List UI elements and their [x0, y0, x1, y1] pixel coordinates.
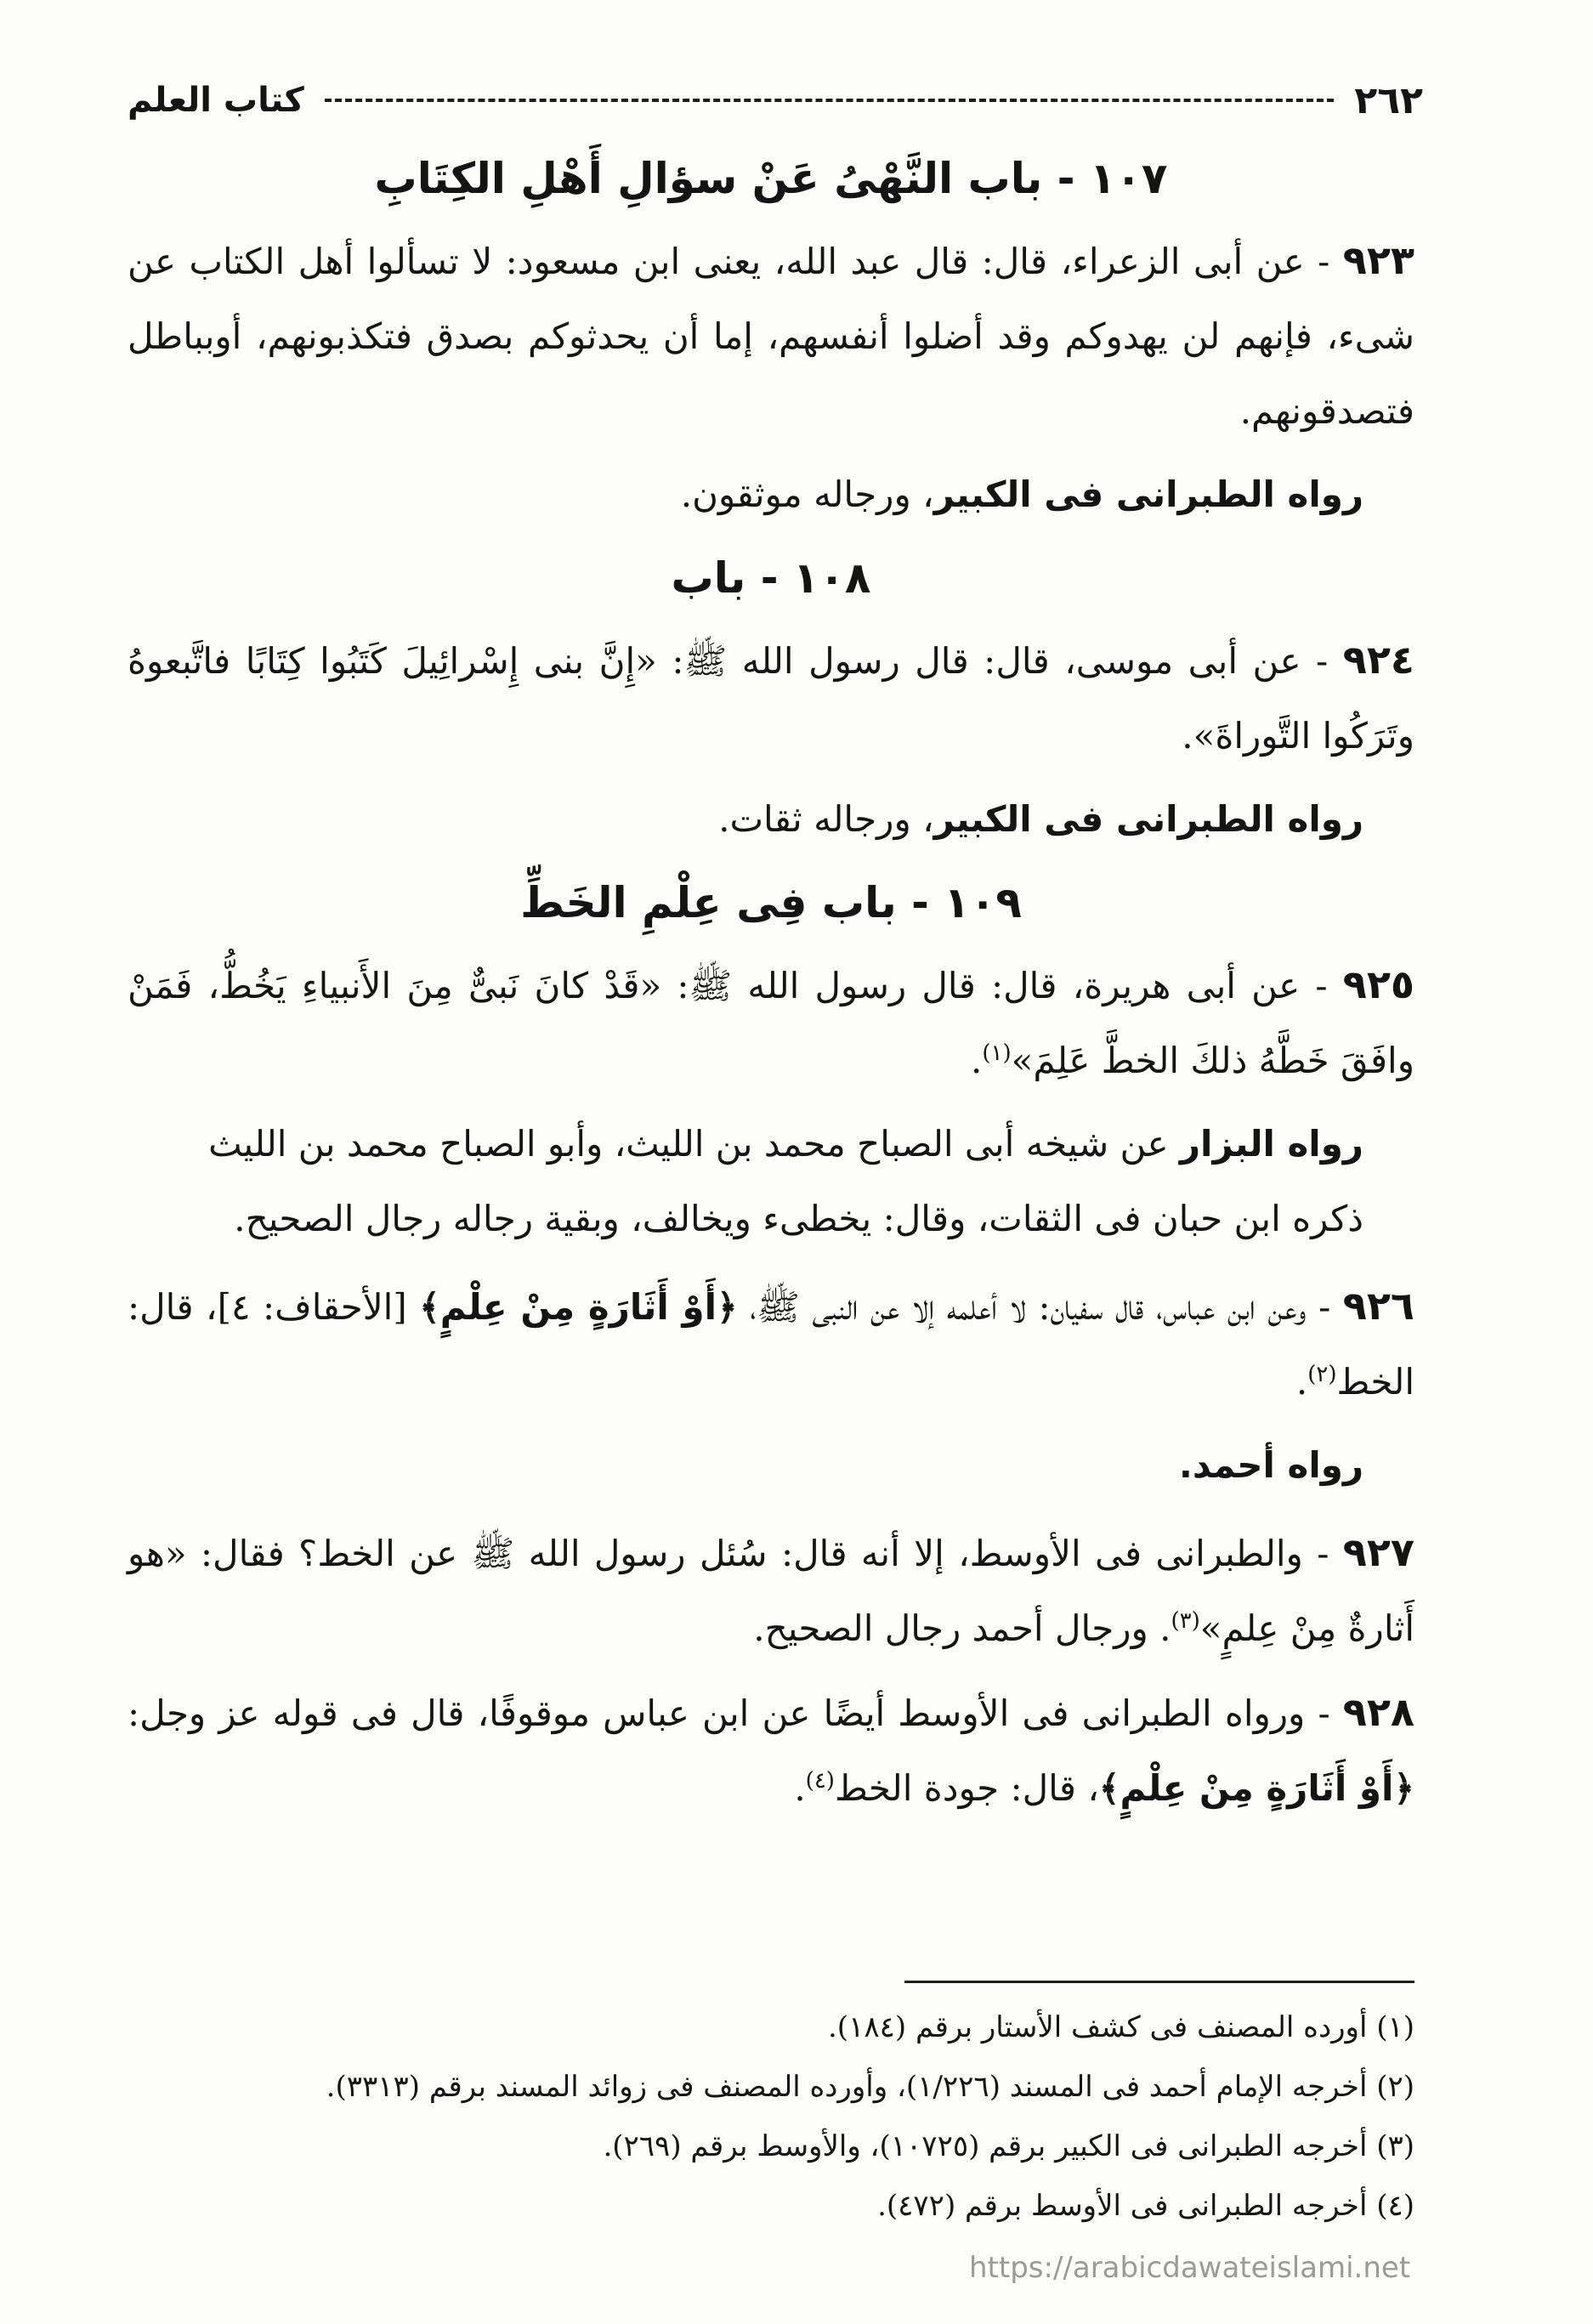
hadith-number: ٩٢٤: [1342, 637, 1414, 683]
narration-grade: ، ورجاله ثقات.: [718, 798, 934, 840]
hadith-number: ٩٢٣: [1342, 237, 1414, 283]
hadith-926: [128, 1268, 1414, 1420]
watermark-url: https://arabicdawateislami.net: [969, 2251, 1411, 2285]
main-content: [128, 145, 1414, 1834]
quran-reference: ، قال: جودة الخط: [834, 1767, 1099, 1809]
hadith-928: [128, 1675, 1414, 1826]
narration-note-924: [128, 782, 1363, 857]
narration-source: رواه الطبرانى فى الكبير: [933, 473, 1363, 515]
narration-note-923: [128, 457, 1363, 532]
hadith-number: ٩٢٧: [1342, 1529, 1414, 1575]
footnotes: [153, 1998, 1414, 2236]
footnote-marker-1[interactable]: (١): [982, 1040, 1012, 1066]
page-number: ٢٦٢: [1354, 78, 1423, 122]
narration-source: رواه أحمد.: [1178, 1444, 1363, 1486]
hadith-text: - عن أبى هريرة، قال: قال رسول الله ﷺ: «قَدْ كانَ نَبىٌّ مِنَ الأَنبياءِ يَخُطُّ، فَمَنْ وافَقَ خَطَّهُ ذلكَ الخطَّ عَلِمَ»: [128, 965, 1414, 1081]
header-dashed-rule: [325, 99, 1335, 102]
footnote-marker-2[interactable]: (٢): [1307, 1362, 1337, 1387]
hadith-end: .: [971, 1040, 983, 1081]
footnote-separator: [904, 1981, 1414, 1983]
hadith-text: - وعن ابن عباس، قال سفيان: لا أعلمه إلا عن النبى ﷺ،: [737, 1286, 1343, 1328]
book-title: كتاب العلم: [128, 81, 304, 120]
running-header: [128, 75, 1423, 126]
quran-quote: ﴿أَوْ أَثَارَةٍ مِنْ عِلْمٍ﴾: [1098, 1767, 1414, 1809]
hadith-text: - عن أبى موسى، قال: قال رسول الله ﷺ: «إِنَّ بنى إِسْرائِيلَ كَتَبُوا كِتَابًا فاتَّبعوهُ وتَرَكُوا التَّوراةَ».: [128, 640, 1414, 757]
hadith-text: - ورواه الطبرانى فى الأوسط أيضًا عن ابن عباس موقوفًا، قال فى قوله عز وجل:: [128, 1692, 1343, 1734]
hadith-text: - والطبرانى فى الأوسط، إلا أنه قال: سُئل رسول الله ﷺ عن الخط؟ فقال: «هو أَثارةٌ مِنْ عِلمٍ»: [128, 1533, 1414, 1649]
hadith-number: ٩٢٥: [1342, 961, 1414, 1007]
narration-source: رواه الطبرانى فى الكبير: [933, 798, 1363, 840]
footnote-1: (١) أورده المصنف فى كشف الأستار برقم (١٨٤).: [828, 2010, 1414, 2044]
chapter-heading-107: ١٠٧ - باب النَّهْىُ عَنْ سؤالِ أَهْلِ الكِتَابِ: [374, 154, 1168, 203]
narration-source: رواه البزار: [1179, 1123, 1363, 1165]
footnote-4: (٤) أخرجه الطبرانى فى الأوسط برقم (٤٧٢).: [877, 2189, 1414, 2223]
chapter-heading-109: ١٠٩ - باب فِى عِلْمِ الخَطِّ: [520, 878, 1022, 927]
footnote-2: (٢) أخرجه الإمام أحمد فى المسند (١/٢٢٦)، وأورده المصنف فى زوائد المسند برقم (٣٣١٣).: [326, 2070, 1414, 2104]
hadith-925: [128, 947, 1414, 1098]
chapter-heading-108: ١٠٨ - باب: [671, 553, 871, 603]
hadith-number: ٩٢٨: [1342, 1689, 1414, 1735]
hadith-927: [128, 1515, 1414, 1666]
hadith-end: .: [794, 1767, 806, 1809]
hadith-end: . ورجال أحمد رجال الصحيح.: [753, 1607, 1171, 1649]
hadith-text: - عن أبى الزعراء، قال: قال عبد الله، يعنى ابن مسعود: لا تسألوا أهل الكتاب عن شىء، فإنهم لن يهدوكم وقد أضلوا أنفسهم، إما أن يحدثوكم بصدق فتكذبونهم، أوبباطل فتصدقونهم.: [128, 241, 1414, 432]
footnote-3: (٣) أخرجه الطبرانى فى الكبير برقم (١٠٧٢٥)، والأوسط برقم (٢٦٩).: [603, 2129, 1414, 2163]
footnote-marker-3[interactable]: (٣): [1171, 1608, 1200, 1634]
quran-quote: ﴿أَوْ أَثَارَةٍ مِنْ عِلْمٍ﴾: [419, 1286, 738, 1328]
hadith-923: [128, 223, 1414, 449]
narration-note-925: [128, 1107, 1363, 1256]
narration-grade: ، ورجاله موثقون.: [680, 473, 934, 515]
footnote-marker-4[interactable]: (٤): [805, 1768, 835, 1794]
hadith-924: [128, 622, 1414, 774]
hadith-end: .: [1295, 1361, 1308, 1403]
quran-reference: [الأحقاف: ٤]، قال: الخط: [128, 1286, 1414, 1403]
narration-note-926: [128, 1428, 1363, 1503]
hadith-number: ٩٢٦: [1342, 1283, 1414, 1329]
narration-grade: عن شيخه أبى الصباح محمد بن الليث، وأبو الصباح محمد بن الليث ذكره ابن حبان فى الثقات، وقال: يخطىء ويخالف، وبقية رجاله رجال الصحيح.: [208, 1123, 1363, 1239]
